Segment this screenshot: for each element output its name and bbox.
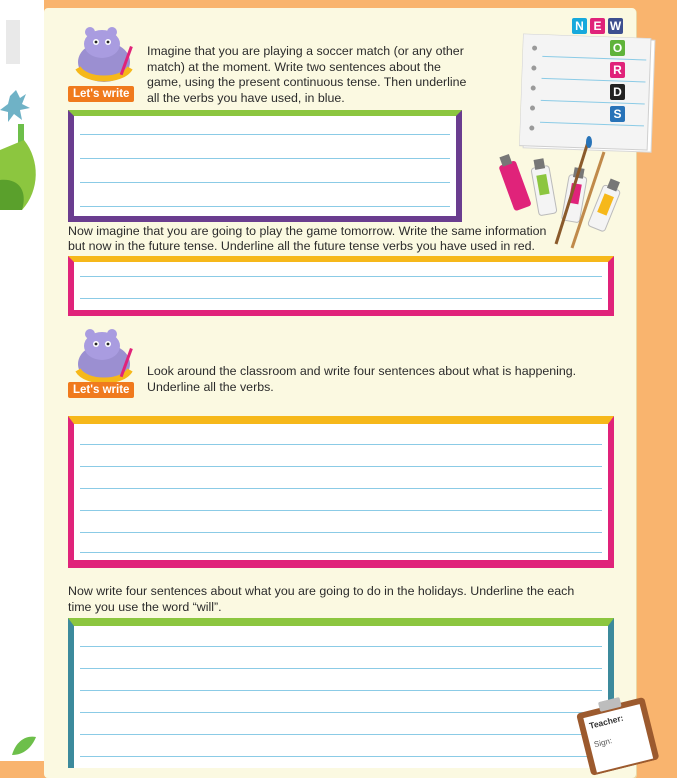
instruction-line: but now in the future tense. Underline all the future tense verbs you have used in red. (68, 239, 536, 253)
instruction-line: time you use the word “will”. (68, 600, 222, 614)
new-words-tile-s: S (610, 106, 625, 122)
sign-label: Sign: (593, 736, 613, 750)
writing-line (80, 158, 450, 159)
writing-line (80, 182, 450, 183)
new-words-tile-d: D (610, 84, 625, 100)
instruction-line: match) at the moment. Write two sentences about the (147, 60, 441, 74)
new-words-tile-o: O (610, 40, 625, 56)
new-words-tile-n: N (572, 18, 587, 34)
instruction-line: game, using the present continuous tense. Then underline (147, 75, 467, 89)
new-words-tile-r: R (610, 62, 625, 78)
writing-line (80, 646, 602, 647)
instruction-line: Underline all the verbs. (147, 380, 274, 394)
writing-line (80, 276, 602, 277)
left-margin-strip (0, 0, 44, 761)
writing-line (80, 532, 602, 533)
writing-line (80, 444, 602, 445)
writing-line (80, 690, 602, 691)
instruction-line: Look around the classroom and write four sentences about what is happening. (147, 364, 577, 378)
worksheet-page (44, 8, 636, 778)
writing-line (80, 466, 602, 467)
new-words-tile-e: E (590, 18, 605, 34)
writing-line (80, 298, 602, 299)
writing-line (80, 510, 602, 511)
instruction-line: Imagine that you are playing a soccer match (or any other (147, 44, 464, 58)
lets-write-badge: Let's write (68, 86, 134, 102)
writing-box-3[interactable] (68, 416, 614, 568)
writing-line (80, 712, 602, 713)
leaf-icon (10, 731, 40, 761)
writing-line (80, 134, 450, 135)
hippo-mascot-icon (64, 22, 144, 88)
instruction-line: all the verbs you have used, in blue. (147, 91, 345, 105)
writing-line (80, 206, 450, 207)
new-words-tile-w: W (609, 19, 622, 33)
instruction-line: Now write four sentences about what you are going to do in the holidays. Underline the each (68, 584, 575, 598)
writing-box-1[interactable] (68, 110, 462, 222)
hippo-mascot-icon (64, 324, 144, 390)
writing-line (80, 734, 602, 735)
writing-line (80, 756, 602, 757)
instruction-line: Now imagine that you are going to play the game tomorrow. Write the same information (68, 224, 547, 238)
writing-box-2[interactable] (68, 256, 614, 316)
writing-line (80, 552, 602, 553)
lets-write-badge: Let's write (68, 382, 134, 398)
writing-line (80, 488, 602, 489)
writing-line (80, 668, 602, 669)
flask-icon (0, 0, 44, 220)
teacher-label: Teacher: (588, 712, 625, 731)
writing-box-4[interactable] (68, 618, 614, 768)
